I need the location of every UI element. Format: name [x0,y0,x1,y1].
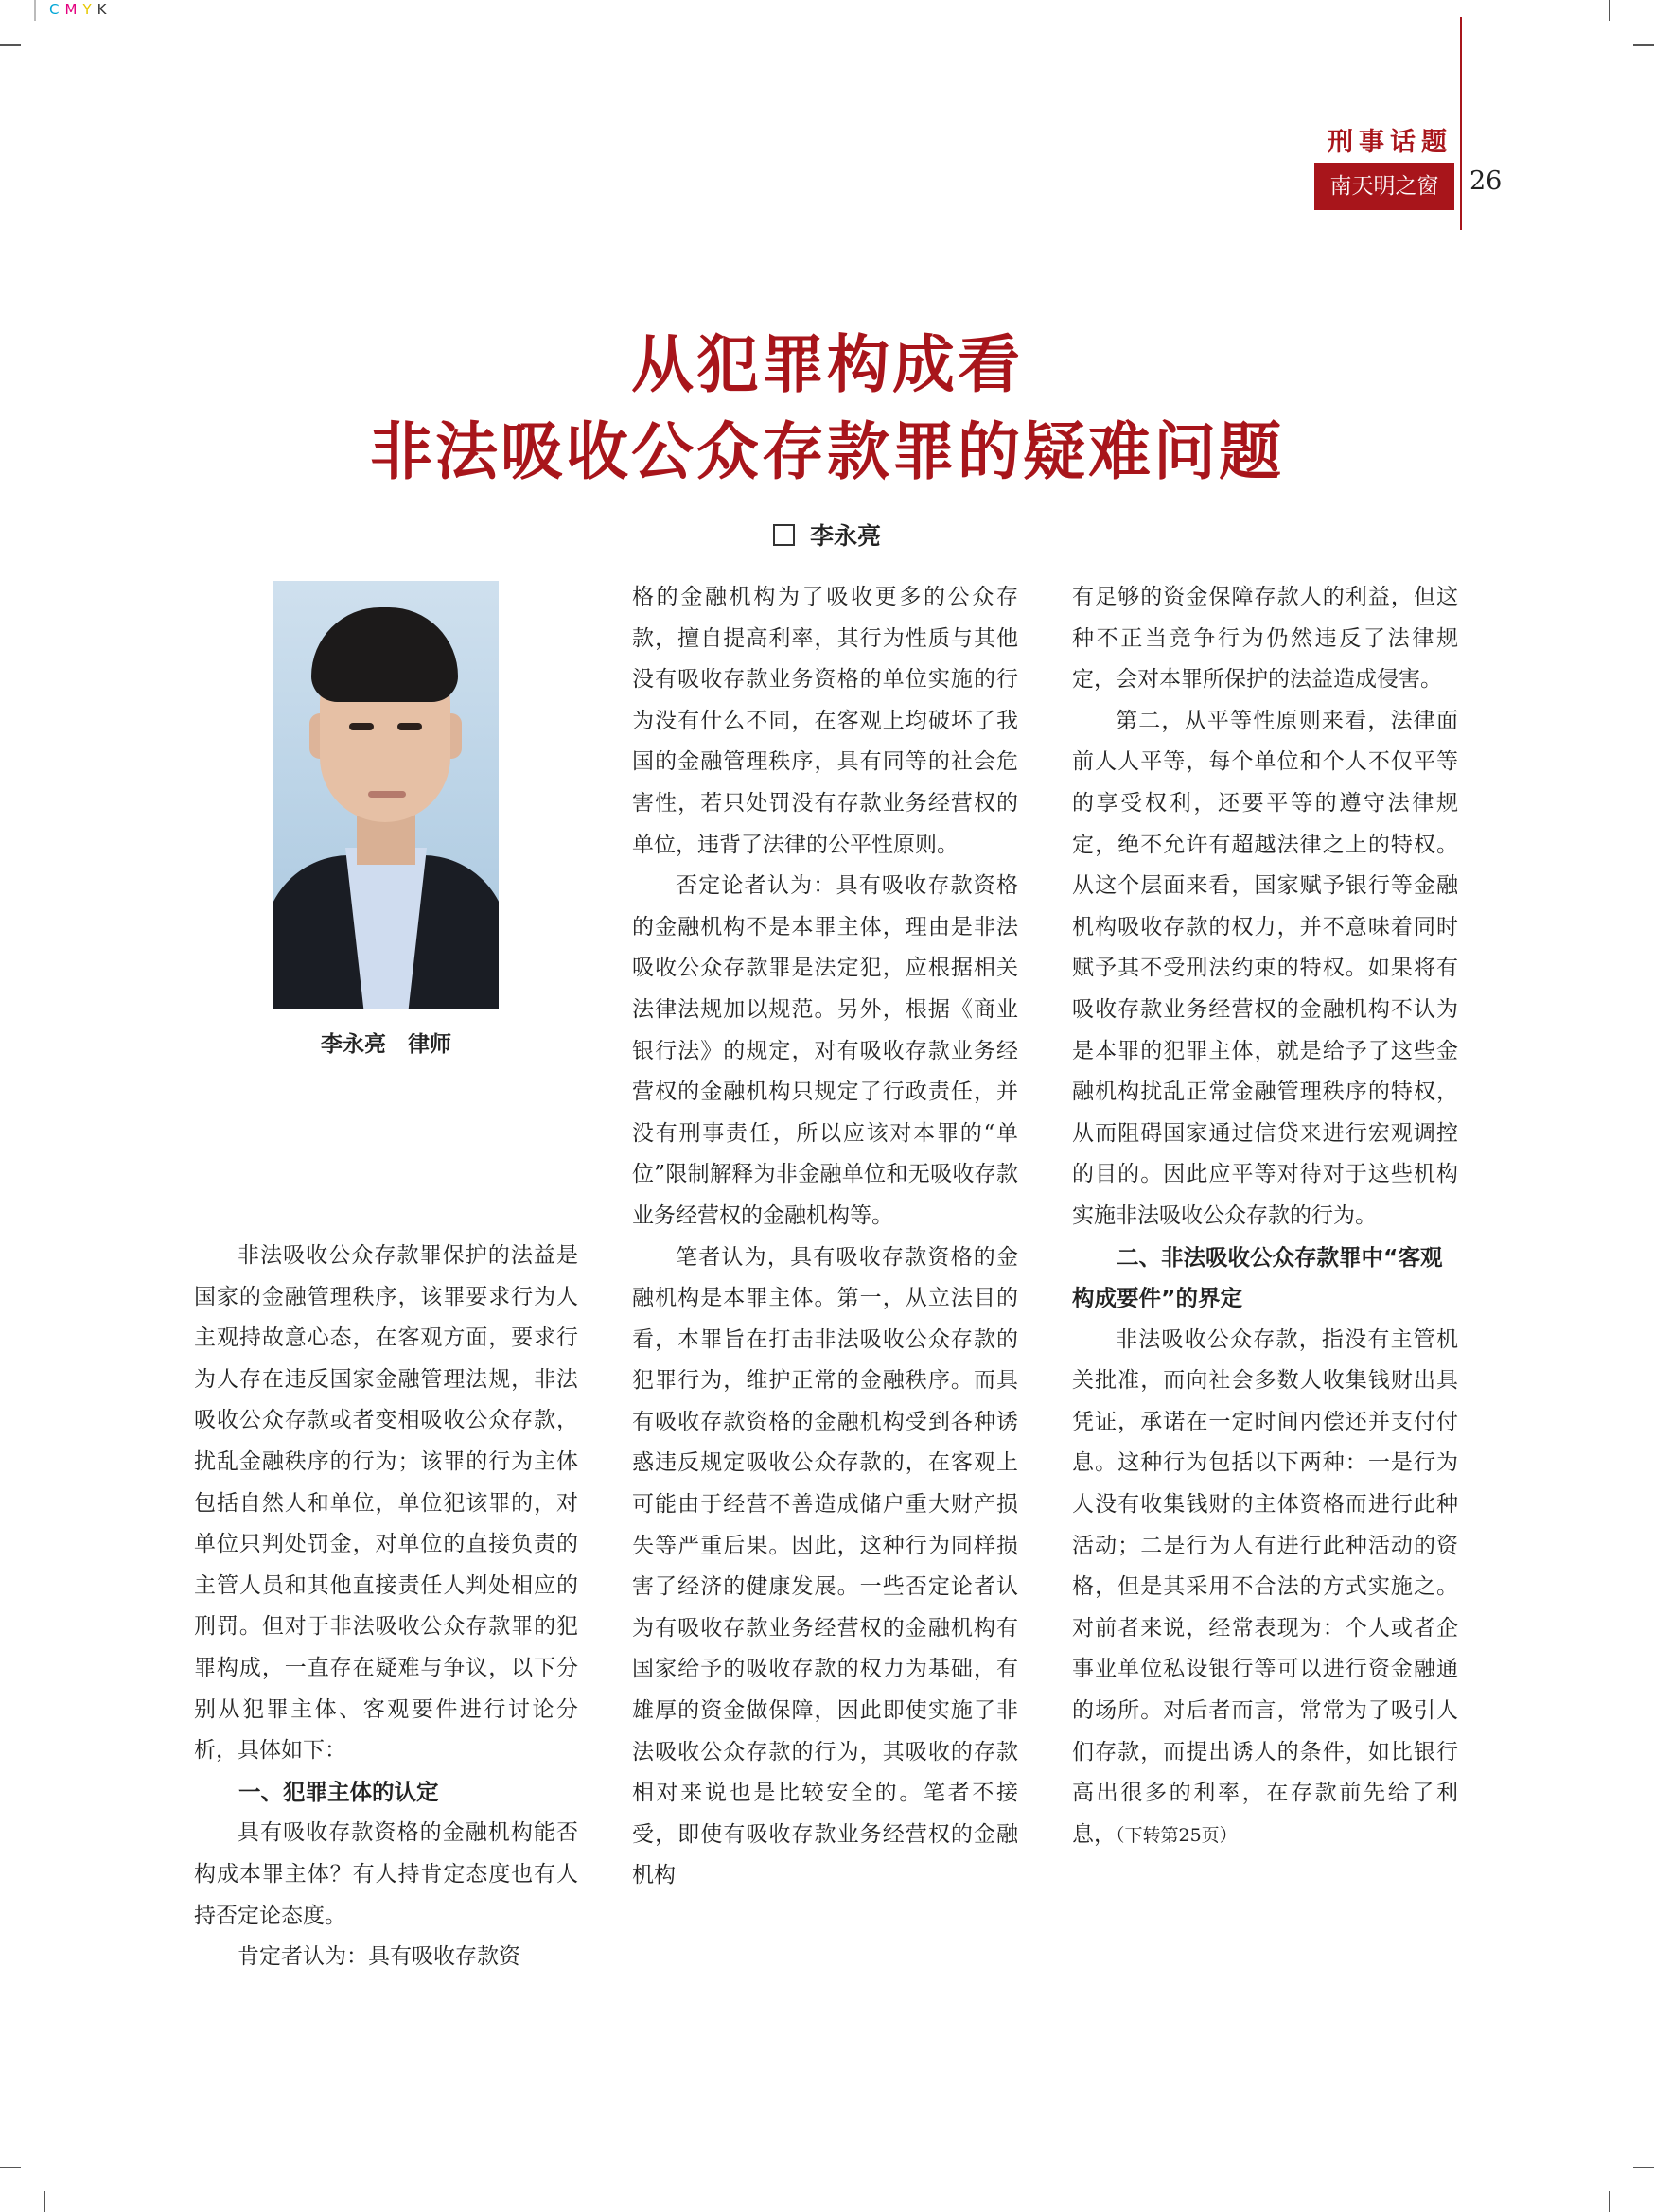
column-name-badge: 南天明之窗 [1314,163,1454,210]
body-paragraph: 肯定者认为：具有吸收存款资 [238,1944,520,1970]
section-heading: 一、犯罪主体的认定 [238,1778,439,1805]
body-column-3 [1072,577,1458,1856]
author-photo [273,581,499,1009]
body-paragraph: 有足够的资金保障存款人的利益，但这种不正当竞争行为仍然违反了法律规定，会对本罪所保护的法益造成侵害。 [1072,585,1458,693]
byline [0,518,1654,552]
photo-eye [349,723,374,730]
photo-eye [397,723,422,730]
page-number: 26 [1469,167,1503,196]
body-paragraph: 否定论者认为：具有吸收存款资格的金融机构不是本罪主体，理由是非法吸收公众存款罪是法定犯，应根据相关法律法规加以规范。另外，根据《商业银行法》的规定，对有吸收存款业务经营权的金融机构只规定了行政责任，并没有刑事责任，所以应该对本罪的“单位”限制解释为非金融单位和无吸收存款业务经营权的金融机构等。 [632,873,1018,1228]
body-paragraph [1072,1320,1458,1857]
crop-mark [0,2167,21,2168]
body-paragraph: 第二，从平等性原则来看，法律面前人人平等，每个单位和个人不仅平等的享受权利，还要平等的遵守法律规定，绝不允许有超越法律之上的特权。从这个层面来看，国家赋予银行等金融机构吸收存款的权力，并不意味着同时赋予其不受刑法约束的特权。如果将有吸收存款业务经营权的金融机构不认为是本罪的犯罪主体，就是给予了这些金融机构扰乱正常金融管理秩序的特权，从而阻碍国家通过信贷来进行宏观调控的目的。因此应平等对待对于这些机构实施非法吸收公众存款的行为。 [1072,708,1458,1228]
section-tag: 刑事话题 [1328,128,1452,157]
photo-hair [311,607,458,702]
body-paragraph: 非法吸收公众存款罪保护的法益是国家的金融管理秩序，该罪要求行为人主观持故意心态，在客观方面，要求行为人存在违反国家金融管理法规，非法吸收公众存款或者变相吸收公众存款，扰乱金融秩序的行为；该罪的行为主体包括自然人和单位，单位犯该罪的，对单位只判处罚金，对单位的直接负责的主管人员和其他直接责任人判处相应的刑罚。但对于非法吸收公众存款罪的犯罪构成，一直存在疑难与争议，以下分别从犯罪主体、客观要件进行讨论分析，具体如下： [194,1243,578,1764]
crop-mark [1633,44,1654,46]
section-heading: 二、非法吸收公众存款罪中“客观构成要件”的界定 [1072,1243,1443,1312]
body-paragraph: 笔者认为，具有吸收存款资格的金融机构是本罪主体。第一，从立法目的看，本罪旨在打击非法吸收公众存款的犯罪行为，维护正常的金融秩序。而具有吸收存款资格的金融机构受到各种诱惑违反规定吸收公众存款的，在客观上可能由于经营不善造成储户重大财产损失等严重后果。因此，这种行为同样损害了经济的健康发展。一些否定论者认为有吸收存款业务经营权的金融机构有国家给予的吸收存款的权力为基础，有雄厚的资金做保障，因此即使实施了非法吸收公众存款的行为，其吸收的存款相对来说也是比较安全的。笔者不接受，即使有吸收存款业务经营权的金融机构 [632,1244,1018,1888]
crop-mark [1609,0,1610,21]
article-title-line1: 从犯罪构成看 [631,328,1023,401]
crop-mark [1633,2167,1654,2168]
body-paragraph: 格的金融机构为了吸收更多的公众存款，擅自提高利率，其行为性质与其他没有吸收存款业务资格的单位实施的行为没有什么不同，在客观上均破坏了我国的金融管理秩序，具有同等的社会危害性，若只处罚没有存款业务经营权的单位，违背了法律的公平性原则。 [632,585,1018,857]
cmyk-color-marks: CMYK [49,1,113,18]
body-paragraph: 具有吸收存款资格的金融机构能否构成本罪主体？有人持肯定态度也有人持否定论态度。 [194,1820,578,1928]
photo-caption: 李永亮 律师 [321,1032,451,1057]
author-name: 李永亮 [809,522,881,550]
square-bullet-icon [773,524,795,546]
header-rule [1460,17,1462,230]
body-column-2 [632,577,1018,1897]
body-paragraph-text: 非法吸收公众存款，指没有主管机关批准，而向社会多数人收集钱财出具凭证，承诺在一定时间内偿还并支付付息。这种行为包括以下两种：一是行为人没有收集钱财的主体资格而进行此种活动；二是行为人有进行此种活动的资格，但是其采用不合法的方式实施之。对前者来说，经常表现为：个人或者企事业单位私设银行等可以进行资金融通的场所。对后者而言，常常为了吸引人们存款，而提出诱人的条件，如比银行高出很多的利率，在存款前先给了利息， [1072,1326,1458,1847]
continued-note: （下转第25页） [1116,1824,1238,1846]
body-column-1 [194,1236,578,1978]
crop-mark [0,44,21,46]
article-title-line2: 非法吸收公众存款罪的疑难问题 [370,415,1284,488]
crop-mark [44,2191,45,2212]
crop-mark [1609,2191,1610,2212]
crop-mark [34,0,36,21]
photo-mouth [368,791,406,798]
